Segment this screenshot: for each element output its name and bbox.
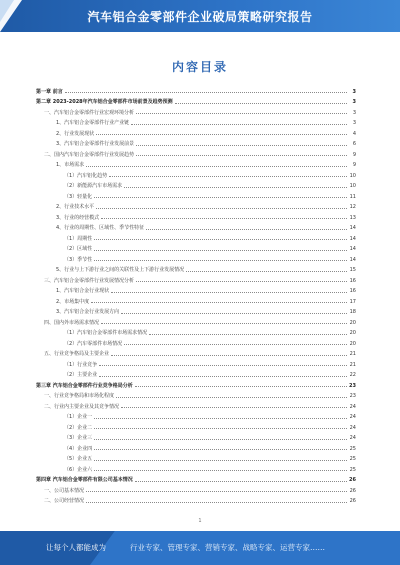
toc-entry[interactable] <box>36 126 356 137</box>
toc-leader-dots <box>116 397 347 398</box>
toc-entry-text: 1、市场需求 <box>56 162 85 168</box>
toc-leader-dots <box>136 145 347 146</box>
toc-entry-text: （1）企业一 <box>64 414 93 420</box>
toc-entry-page: 21 <box>349 351 356 357</box>
toc-entry-page: 26 <box>349 477 356 483</box>
toc-leader-dots <box>99 365 347 366</box>
toc-entry-page: 22 <box>349 372 356 378</box>
toc-entry-page: 6 <box>352 141 356 147</box>
toc-entry[interactable] <box>36 378 356 389</box>
toc-entry-page: 16 <box>349 277 356 284</box>
footer-slogan-left: 让每个人都能成为 <box>46 543 106 552</box>
toc-entry-page: 14 <box>349 246 356 252</box>
toc-entry-text: 一、行业竞争格局和市场化程度 <box>44 393 115 399</box>
toc-entry[interactable] <box>36 410 356 421</box>
report-title: 汽车铝合金零部件企业破局策略研究报告 <box>87 10 313 24</box>
toc-entry-text: 1、汽车铝合金零部件行业产业链 <box>56 120 130 126</box>
toc-leader-dots <box>121 407 347 408</box>
toc-entry[interactable] <box>36 462 356 473</box>
toc-entry[interactable] <box>36 263 356 274</box>
toc-entry[interactable] <box>36 284 356 295</box>
toc-entry[interactable] <box>36 95 356 106</box>
toc-leader-dots <box>124 344 347 345</box>
toc-entry[interactable] <box>36 347 356 358</box>
toc-leader-dots <box>146 229 347 230</box>
toc-leader-dots <box>111 292 347 293</box>
toc-entry-page: 17 <box>349 298 356 305</box>
toc-leader-dots <box>136 113 347 114</box>
toc-entry-text: （5）企业五 <box>64 456 93 462</box>
toc-entry-text: 1、汽车铝合金行业现状 <box>56 288 110 294</box>
toc-entry-text: （1）周期性 <box>64 235 93 242</box>
toc-entry-text: （6）企业六 <box>64 466 93 473</box>
toc-leader-dots <box>86 166 347 167</box>
toc-entry-page: 12 <box>349 204 356 210</box>
toc-leader-dots <box>101 218 347 219</box>
toc-entry-text: 5、行业与上下游行业之间的关联性及上下游行业发展情况 <box>56 267 185 273</box>
toc-entry-page: 20 <box>349 319 356 326</box>
toc-entry-text: （3）企业三 <box>64 435 93 441</box>
toc-entry-text: 3、行业的经营模式 <box>56 214 100 221</box>
toc-entry[interactable] <box>36 389 356 400</box>
toc-leader-dots <box>91 302 347 303</box>
toc-entry-text: （1）汽车铝合金零部件市场需求情况 <box>64 330 148 336</box>
toc-leader-dots <box>94 428 347 429</box>
toc-entry-page: 25 <box>349 445 356 452</box>
toc-leader-dots <box>86 491 347 492</box>
toc-entry-text: 2、行业发展现状 <box>56 130 95 137</box>
toc-entry-page: 13 <box>349 214 356 221</box>
toc-leader-dots <box>121 313 347 314</box>
toc-leader-dots <box>94 260 347 261</box>
toc-entry-text: 2、市场集中度 <box>56 298 90 305</box>
page-number: 1 <box>198 518 202 524</box>
toc-entry[interactable] <box>36 441 356 452</box>
toc-entry-text: （2）企业二 <box>64 424 93 431</box>
toc-entry-page: 9 <box>352 151 356 158</box>
toc-entry-page: 26 <box>349 498 356 504</box>
toc-leader-dots <box>94 250 347 251</box>
toc-leader-dots <box>111 355 347 356</box>
toc-entry-text: 一、汽车铝合金零部件行业宏观环境分析 <box>44 109 135 116</box>
toc-entry[interactable] <box>36 305 356 316</box>
toc-entry-text: 第一章 前言 <box>36 88 63 95</box>
toc-entry[interactable] <box>36 315 356 326</box>
toc-entry-page: 23 <box>349 382 356 389</box>
toc-entry-page: 20 <box>349 330 356 336</box>
toc-entry-page: 23 <box>349 393 356 399</box>
toc-entry-text: 四、国内外市场需求情况 <box>44 319 100 326</box>
toc-leader-dots <box>149 334 347 335</box>
toc-entry[interactable] <box>36 210 356 221</box>
toc-leader-dots <box>94 460 347 461</box>
toc-leader-dots <box>131 124 347 125</box>
toc-entry-text: 二、国内汽车铝合金零部件行业发展趋势 <box>44 151 135 158</box>
toc-entry[interactable] <box>36 189 356 200</box>
footer-slogan-right: 行业专家、管理专家、营销专家、战略专家、运营专家…… <box>130 543 325 552</box>
toc-entry-page: 21 <box>349 361 356 368</box>
toc-entry[interactable] <box>36 116 356 127</box>
toc-entry[interactable] <box>36 231 356 242</box>
toc-entry-page: 25 <box>349 456 356 462</box>
toc-entry-page: 3 <box>352 109 356 116</box>
toc-leader-dots <box>175 103 347 104</box>
report-header <box>0 0 400 32</box>
toc-leader-dots <box>86 502 347 503</box>
toc-leader-dots <box>109 176 347 177</box>
toc-entry-page: 3 <box>352 88 356 95</box>
toc-entry-page: 20 <box>349 340 356 347</box>
toc-entry-page: 18 <box>349 309 356 315</box>
toc-entry[interactable] <box>36 494 356 505</box>
toc-leader-dots <box>136 281 347 282</box>
toc-entry-text: （1）行业竞争 <box>64 361 98 368</box>
toc-entry-page: 24 <box>349 414 356 420</box>
toc-entry-text: 五、行业竞争格局及主要企业 <box>44 351 110 357</box>
toc-entry-page: 4 <box>352 130 356 137</box>
toc-entry-text: 第四章 汽车铝合金零部件有限公司基本情况 <box>36 477 133 483</box>
toc-entry-text: （3）季节性 <box>64 256 93 263</box>
toc-entry[interactable] <box>36 357 356 368</box>
toc-entry-page: 14 <box>349 225 356 231</box>
toc-entry-text: （2）区域性 <box>64 246 93 252</box>
toc-entry-page: 15 <box>349 267 356 273</box>
toc-entry[interactable] <box>36 137 356 148</box>
toc-leader-dots <box>135 386 347 387</box>
toc-entry-text: 第二章 2023-2028年汽车铝合金零部件市场前景及趋势预测 <box>36 99 173 105</box>
toc-leader-dots <box>94 418 347 419</box>
table-of-contents <box>36 84 356 504</box>
toc-entry-text: 三、汽车铝合金零部件行业发展情况分析 <box>44 277 135 284</box>
toc-entry[interactable] <box>36 483 356 494</box>
toc-entry-page: 24 <box>349 403 356 410</box>
toc-leader-dots <box>96 208 347 209</box>
toc-entry-text: （1）汽车铝化趋势 <box>64 172 108 179</box>
toc-entry-page: 25 <box>349 466 356 473</box>
toc-entry-text: 3、汽车铝合金零部件行业发展前景 <box>56 141 135 147</box>
toc-entry[interactable] <box>36 200 356 211</box>
toc-leader-dots <box>94 439 347 440</box>
toc-entry-page: 14 <box>349 235 356 242</box>
toc-entry-page: 24 <box>349 435 356 441</box>
toc-entry-text: 二、公司经营情况 <box>44 498 85 504</box>
toc-entry[interactable] <box>36 326 356 337</box>
toc-entry-page: 9 <box>352 162 356 168</box>
toc-leader-dots <box>136 155 347 156</box>
toc-leader-dots <box>94 449 347 450</box>
toc-entry[interactable] <box>36 473 356 484</box>
toc-leader-dots <box>101 323 347 324</box>
toc-entry-page: 3 <box>352 120 356 126</box>
toc-leader-dots <box>96 134 347 135</box>
toc-entry[interactable] <box>36 147 356 158</box>
toc-entry-page: 3 <box>352 99 356 105</box>
toc-leader-dots <box>124 187 347 188</box>
toc-entry[interactable] <box>36 252 356 263</box>
toc-leader-dots <box>99 376 347 377</box>
toc-entry-text: （2）汽车零部件市场情况 <box>64 340 123 347</box>
toc-entry[interactable] <box>36 242 356 253</box>
toc-entry[interactable] <box>36 431 356 442</box>
toc-entry-page: 14 <box>349 256 356 263</box>
toc-leader-dots <box>94 239 347 240</box>
toc-entry-page: 10 <box>349 183 356 189</box>
toc-leader-dots <box>94 470 347 471</box>
toc-entry[interactable] <box>36 105 356 116</box>
toc-entry-text: 二、行业内主要企业及其竞争情况 <box>44 403 120 410</box>
toc-entry[interactable] <box>36 273 356 284</box>
toc-entry[interactable] <box>36 452 356 463</box>
toc-entry-text: 一、公司基本情况 <box>44 487 85 494</box>
toc-entry[interactable] <box>36 158 356 169</box>
toc-entry[interactable] <box>36 399 356 410</box>
toc-entry[interactable] <box>36 294 356 305</box>
toc-entry[interactable] <box>36 420 356 431</box>
toc-entry[interactable] <box>36 84 356 95</box>
toc-entry[interactable] <box>36 368 356 379</box>
toc-entry-page: 11 <box>349 193 356 200</box>
toc-leader-dots <box>94 197 347 198</box>
toc-entry[interactable] <box>36 179 356 190</box>
toc-entry-text: （4）企业四 <box>64 445 93 452</box>
toc-entry[interactable] <box>36 336 356 347</box>
toc-entry-text: （2）新能源汽车市场需求 <box>64 183 123 189</box>
toc-entry[interactable] <box>36 168 356 179</box>
toc-entry-page: 10 <box>349 172 356 179</box>
page-footer <box>0 531 400 565</box>
toc-entry-text: 4、行业的周期性、区域性、季节性特征 <box>56 225 145 231</box>
toc-leader-dots <box>186 271 347 272</box>
toc-heading: 内容目录 <box>171 60 228 74</box>
toc-leader-dots <box>65 92 347 93</box>
toc-entry-page: 26 <box>349 487 356 494</box>
toc-entry-text: （3）轻量化 <box>64 193 93 200</box>
toc-entry-text: 第三章 汽车铝合金零部件行业竞争格局分析 <box>36 382 133 389</box>
toc-entry-text: 3、汽车铝合金行业发展方向 <box>56 309 120 315</box>
toc-entry-page: 24 <box>349 424 356 431</box>
toc-leader-dots <box>135 481 347 482</box>
toc-entry-text: 2、行业技术水平 <box>56 204 95 210</box>
toc-entry-page: 16 <box>349 288 356 294</box>
toc-entry[interactable] <box>36 221 356 232</box>
toc-entry-text: （2）主要企业 <box>64 372 98 378</box>
